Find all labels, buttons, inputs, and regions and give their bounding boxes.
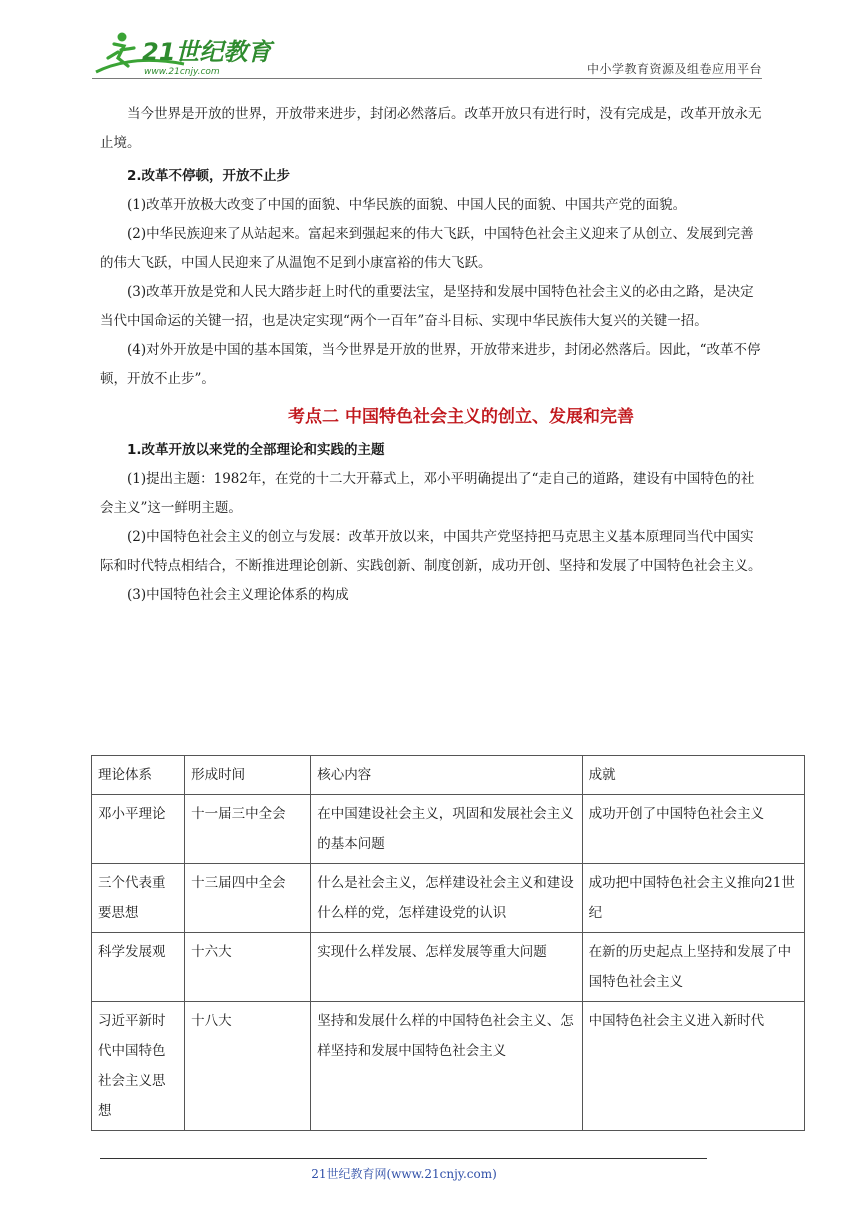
svg-text:21世纪教育: 21世纪教育 <box>142 38 272 66</box>
paragraph: 当今世界是开放的世界，开放带来进步，封闭必然落后。改革开放只有进行时，没有完成是，改革开放永无止境。 <box>100 106 762 151</box>
theory-table <box>91 755 805 1131</box>
document-body <box>100 100 762 610</box>
list-item: (4)对外开放是中国的基本国策，当今世界是开放的世界，开放带来进步，封闭必然落后。因此，“改革不停顿，开放不止步”。 <box>100 342 761 387</box>
header-divider <box>92 78 762 79</box>
runner-icon <box>118 33 127 42</box>
table-cell: 成功开创了中国特色社会主义 <box>582 795 804 864</box>
column-header: 理论体系 <box>92 756 185 795</box>
svg-text:www.21cnjy.com: www.21cnjy.com <box>144 67 220 77</box>
column-header: 形成时间 <box>185 756 311 795</box>
table-cell: 什么是社会主义，怎样建设社会主义和建设什么样的党，怎样建设党的认识 <box>311 864 582 933</box>
table-cell: 邓小平理论 <box>92 795 185 864</box>
site-logo <box>92 28 292 78</box>
table-cell: 坚持和发展什么样的中国特色社会主义、怎样坚持和发展中国特色社会主义 <box>311 1002 582 1131</box>
list-item: (2)中华民族迎来了从站起来。富起来到强起来的伟大飞跃，中国特色社会主义迎来了从创立、发展到完善的伟大飞跃，中国人民迎来了从温饱不足到小康富裕的伟大飞跃。 <box>100 226 754 271</box>
table-cell: 在中国建设社会主义，巩固和发展社会主义的基本问题 <box>311 795 582 864</box>
table-cell: 十八大 <box>185 1002 311 1131</box>
table-cell: 实现什么样发展、怎样发展等重大问题 <box>311 933 582 1002</box>
subheading: 1.改革开放以来党的全部理论和实践的主题 <box>127 442 385 458</box>
table-cell: 中国特色社会主义进入新时代 <box>582 1002 804 1131</box>
list-item: (1)改革开放极大改变了中国的面貌、中华民族的面貌、中国人民的面貌、中国共产党的面貌。 <box>127 197 687 213</box>
table-row <box>92 1002 805 1131</box>
platform-name: 中小学教育资源及组卷应用平台 <box>586 62 762 76</box>
table-cell: 习近平新时代中国特色社会主义思想 <box>92 1002 185 1131</box>
table-cell: 成功把中国特色社会主义推向21世纪 <box>582 864 804 933</box>
table-row <box>92 864 805 933</box>
table-row <box>92 933 805 1002</box>
list-item: (3)改革开放是党和人民大踏步赶上时代的重要法宝，是坚持和发展中国特色社会主义的必由之路，是决定当代中国命运的关键一招，也是决定实现“两个一百年”奋斗目标、实现中华民族伟大复兴的关键一招。 <box>100 284 754 329</box>
footer-link[interactable]: 21世纪教育网(www.21cnjy.com) <box>311 1167 497 1181</box>
table-cell: 十三届四中全会 <box>185 864 311 933</box>
table-header-row <box>92 756 805 795</box>
table-cell: 十一届三中全会 <box>185 795 311 864</box>
table-cell: 三个代表重要思想 <box>92 864 185 933</box>
list-item: (2)中国特色社会主义的创立与发展：改革开放以来，中国共产党坚持把马克思主义基本原理同当代中国实际和时代特点相结合，不断推进理论创新、实践创新、制度创新，成功开创、坚持和发展了中国特色社会主义。 <box>100 529 762 574</box>
subheading: 2.改革不停顿，开放不止步 <box>127 168 291 184</box>
table-row <box>92 795 805 864</box>
table-cell: 科学发展观 <box>92 933 185 1002</box>
column-header: 核心内容 <box>311 756 582 795</box>
list-item: (1)提出主题：1982年，在党的十二大开幕式上，邓小平明确提出了“走自己的道路，建设有中国特色的社会主义”这一鲜明主题。 <box>100 471 755 516</box>
footer-divider <box>100 1158 707 1159</box>
column-header: 成就 <box>582 756 804 795</box>
table-cell: 在新的历史起点上坚持和发展了中国特色社会主义 <box>582 933 804 1002</box>
table-cell: 十六大 <box>185 933 311 1002</box>
page-header <box>92 28 762 80</box>
table-caption: (3)中国特色社会主义理论体系的构成 <box>127 587 349 603</box>
section-title: 考点二 中国特色社会主义的创立、发展和完善 <box>288 407 634 427</box>
